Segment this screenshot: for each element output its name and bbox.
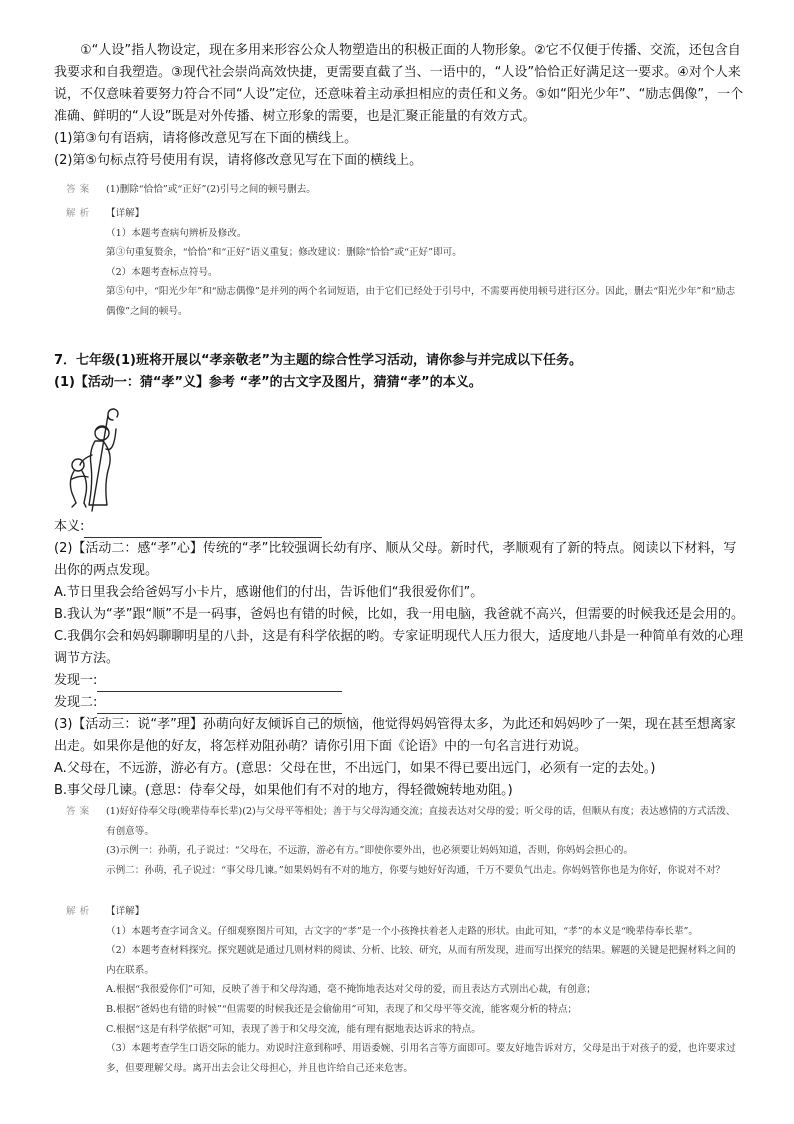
question-7-answer: [66, 802, 736, 880]
finding-1-blank[interactable]: [97, 677, 342, 692]
question-6-sub2: (2)第⑤句标点符号使用有误，请将修改意见写在下面的横线上。: [54, 153, 423, 168]
question-6: [54, 40, 744, 172]
analysis-line: （1）本题考查病句辨析及修改。: [106, 227, 247, 239]
material-c: C.我偶尔会和妈妈聊聊明星的八卦，这是有科学依据的哟。专家证明现代人压力很大，适度地八卦是一种简单有效的心理调节方法。: [54, 629, 744, 666]
meaning-answer-blank[interactable]: [84, 523, 322, 538]
analysis-line: C.根据“这是有科学依据”可知，表现了善于和父母交流，能有理有据地表达诉求的特点。: [106, 1023, 481, 1035]
question-7-title-text: 7．七年级(1)班将开展以“孝亲敬老”为主题的综合性学习活动，请你参与并完成以下任务。: [54, 353, 583, 368]
finding-1-label: 发现一:: [54, 673, 98, 688]
question-6-passage: ①“人设”指人物设定，现在多用来形容公众人物塑造出的积极正面的人物形象。②它不仅便于传播、交流，还包含自我要求和自我塑造。③现代社会崇尚高效快捷，更需要直截了当、一语中的，“人设”恰恰正好满足这一要求。④对个人来说，不仅意味着要努力符合不同“人设”定位，还意味着主动承担相应的责任和义务。⑤如“阳光少年”、“励志偶像”，一个准确、鲜明的“人设”既是对外传播、树立形象的需要，也是汇聚正能量的有效方式。: [54, 43, 744, 124]
meaning-row: [54, 516, 744, 538]
material-b: B.我认为“孝”跟“顺”不是一码事，爸妈也有错的时候，比如，我一用电脑，我爸就不高兴，但需要的时候我还是会用的。: [54, 607, 744, 622]
analysis-line: （1）本题考查字词含义。仔细观察图片可知，古文字的“孝”是一个小孩搀扶着老人走路的形状。由此可知，“孝”的本义是“晚辈侍奉长辈”。: [106, 925, 698, 937]
question-7-analysis: [66, 902, 736, 1078]
option-b: B.事父母几谏。(意思：侍奉父母，如果他们有不对的地方，得轻微婉转地劝阻。): [54, 783, 513, 798]
material-a: A.节日里我会给爸妈写小卡片，感谢他们的付出，告诉他们“我很爱你们”。: [54, 585, 484, 600]
question-6-answer: [66, 180, 736, 200]
analysis-line: 【详解】: [106, 906, 145, 917]
activity-2: (2)【活动二：感“孝”心】传统的“孝”比较强调长幼有序、顺从父母。新时代，孝顺观有了新的特点。阅读以下材料，写出你的两点发现。: [54, 541, 737, 578]
question-7-title: [54, 350, 744, 394]
analysis-line: 【详解】: [106, 208, 145, 219]
question-6-analysis: [66, 204, 736, 322]
analysis-line: （2）本题考查材料探究。探究题就是通过几则材料的阅读、分析、比较、研究，从而有所发现，进而写出探究的结果。解题的关键是把握材料之间的内在联系。: [106, 945, 736, 976]
finding-1-row: [54, 670, 744, 692]
analysis-line: 第③句重复赘余，“恰恰”和“正好”语义重复；修改建议：删除“恰恰”或“正好”即可。: [106, 247, 462, 259]
answer-tag: 答案: [66, 184, 94, 195]
finding-2-blank[interactable]: [97, 699, 342, 714]
answer-text: (1)删除“恰恰”或“正好”(2)引号之间的顿号删去。: [106, 184, 316, 195]
analysis-line: 第⑤句中，“阳光少年”和“励志偶像”是并列的两个名词短语，由于它们已经处于引号中，不需要再使用顿号进行区分。因此，删去“阳光少年”和“励志偶像”之间的顿号。: [106, 286, 736, 317]
analysis-tag: 解析: [66, 906, 94, 917]
elder-child-illustration: [62, 403, 138, 515]
analysis-line: A.根据“我很爱你们”可知，反映了善于和父母沟通，毫不掩饰地表达对父母的爱，而且表达方式别出心裁，有创意；: [106, 984, 596, 996]
question-7-body: [54, 516, 744, 802]
analysis-line: （2）本题考查标点符号。: [106, 266, 218, 278]
finding-2-label: 发现二:: [54, 695, 98, 710]
option-a: A.父母在，不远游，游必有方。(意思：父母在世，不出远门，如果不得已要出远门，必须有一定的去处。): [54, 761, 656, 776]
activity-1: (1)【活动一：猜“孝”义】参考 “孝”的古文字及图片，猜猜“孝”的本义。: [54, 375, 482, 390]
question-6-sub1: (1)第③句有语病，请将修改意见写在下面的横线上。: [54, 131, 358, 146]
answer-line: (1)好好侍奉父母(晚辈侍奉长辈)(2)与父母平等相处；善于与父母沟通交流；直接表达对父母的爱；听父母的话，但顺从有度；表达感情的方式活泼、有创意等。: [106, 806, 736, 837]
finding-2-row: [54, 692, 744, 714]
analysis-line: B.根据“爸妈也有错的时候”“但需要的时候我还是会偷偷用”可知，表现了和父母平等交流，能客观分析的特点；: [106, 1003, 578, 1015]
meaning-label: 本义:: [54, 519, 85, 534]
analysis-tag: 解析: [66, 208, 94, 219]
answer-tag: 答案: [66, 806, 94, 817]
answer-line: (3)示例一：孙萌，孔子说过：“父母在，不远游，游必有方。”即使你要外出，也必须要让妈妈知道，否则，你妈妈会担心的。: [106, 845, 634, 857]
answer-line: 示例二：孙萌，孔子说过：“事父母几谏。”如果妈妈有不对的地方，你要与她好好沟通，千万不要负气出走。你妈妈管你也是为你好，你说对不对？: [106, 864, 726, 876]
analysis-line: （3）本题考查学生口语交际的能力。劝说时注意到称呼、用语委婉、引用名言等方面即可。要友好地告诉对方，父母是出于对孩子的爱，也许要求过多，但要理解父母。离开出去会让父母担心，并且也许给自己还来危害。: [106, 1043, 736, 1074]
activity-3: (3)【活动三：说“孝”理】孙萌向好友倾诉自己的烦恼，他觉得妈妈管得太多，为此还和妈妈吵了一架，现在甚至想离家出走。如果你是他的好友，将怎样劝阻孙萌？请你引用下面《论语》中的一句名言进行劝说。: [54, 717, 736, 754]
